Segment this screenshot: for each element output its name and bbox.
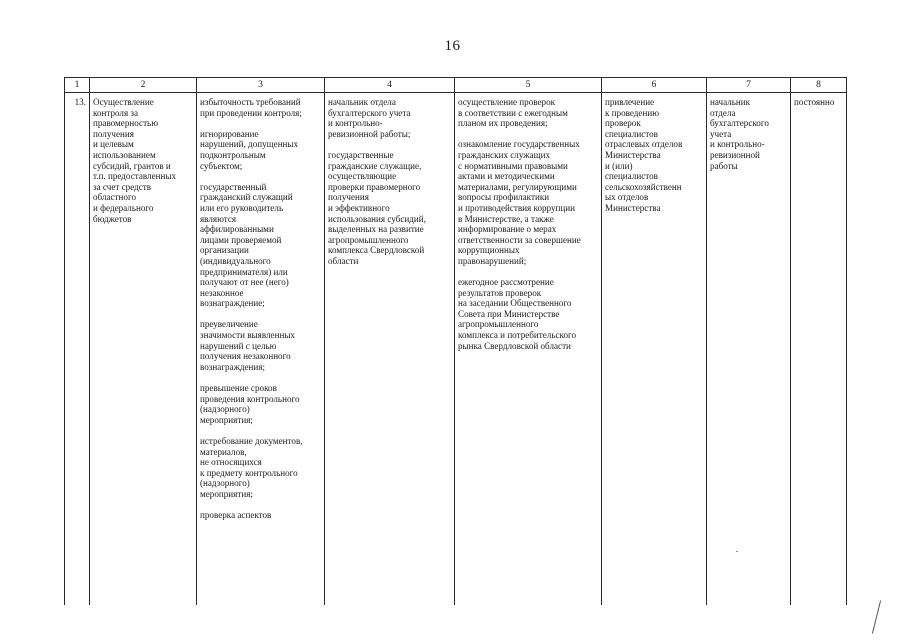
cell-text-line: планом их проведения; (458, 118, 548, 129)
cell-text-line: начальник (710, 97, 751, 107)
cell-text-line: работы (710, 160, 738, 171)
cell-text-line: бюджетов (93, 213, 132, 224)
column-header-4: 4 (325, 78, 455, 93)
cell-text-line: правомерностью (93, 118, 158, 129)
cell-text-line: государственные (328, 149, 394, 160)
cell-text-line: проверки правомерного (328, 181, 421, 192)
cell-text-line: и контрольно- (328, 118, 383, 129)
cell-text-line: областного (93, 192, 136, 203)
cell-text-line: Министерства (605, 149, 661, 160)
cell-text-line: гражданских служащих (458, 149, 551, 160)
cell-text-line: информирование о мерах (458, 224, 557, 235)
column-header-8: 8 (791, 78, 847, 93)
cell-text-line: постоянно (794, 97, 835, 107)
cell-text-line: предпринимателя) или (200, 266, 288, 277)
cell-text-line: субсидий, грантов и (93, 160, 171, 171)
line-gap (200, 372, 321, 383)
cell-text-line: ежегодное рассмотрение (458, 277, 554, 288)
cell-text-line: и эффективного (328, 202, 390, 213)
cell-text-line: на заседании Общественного (458, 298, 572, 309)
cell-text-line: являются (200, 213, 237, 224)
cell-text-line: агропромышленного (458, 319, 539, 330)
line-gap (200, 425, 321, 436)
page-number: 16 (444, 38, 461, 54)
cell-text-line: лицами проверяемой (200, 234, 282, 245)
cell-text-line: и федерального (93, 202, 154, 213)
cell-text-line: специалистов (605, 128, 658, 139)
cell-text-line: к предмету контрольного (200, 467, 298, 478)
cell-text-line: организации (200, 245, 249, 256)
cell-text-line: начальник отдела (328, 97, 396, 107)
deadline-cell (791, 93, 847, 606)
cell-text-line: использованием (93, 149, 156, 160)
cell-text-line: агропромышленного (328, 234, 409, 245)
cell-text-line: за счет средств (93, 181, 152, 192)
cell-text-line: ревизионной (710, 149, 760, 160)
column-header-3: 3 (197, 78, 325, 93)
cell-text-line: избыточность требований (200, 97, 301, 107)
cell-text-line: мероприятия; (200, 414, 253, 425)
column-header-row (65, 78, 847, 93)
line-gap (200, 309, 321, 320)
cell-text-line: нарушений с целью (200, 340, 277, 351)
cell-text-line: незаконное (200, 287, 244, 298)
cell-text-line: к проведению (605, 107, 659, 118)
scan-speck (736, 551, 738, 552)
responsible-cell (707, 93, 791, 606)
cell-text-line: получают от нее (него) (200, 277, 289, 288)
cell-text-line: (надзорного) (200, 478, 250, 489)
cell-text-line: мероприятия; (200, 488, 253, 499)
cell-text-line: актами и методическими (458, 171, 555, 182)
cell-text-line: использования субсидий, (328, 213, 426, 224)
cell-text-line: при проведении контроля; (200, 107, 302, 118)
cell-text-line: вопросы профилактики (458, 192, 550, 203)
cell-text-line: Министерства (605, 202, 661, 213)
scan-artifact-mark (872, 600, 881, 633)
cell-text-line: бухгалтерского (710, 118, 769, 129)
cell-text-line: (индивидуального (200, 255, 271, 266)
cell-text-line: комплекса и потребительского (458, 330, 577, 341)
cell-text-line: выделенных на развитие (328, 224, 424, 235)
cell-text-line: преувеличение (200, 319, 258, 330)
cell-text-line: ревизионной работы; (328, 128, 411, 139)
cell-text-line: Осуществление (93, 97, 154, 107)
cell-text-line: и целевым (93, 139, 134, 150)
cell-text-line: привлечение (605, 97, 655, 107)
cell-text-line: получения (328, 192, 369, 203)
cell-text-line: сельскохозяйственн (605, 181, 682, 192)
cell-text-line: проведения контрольного (200, 393, 300, 404)
activity-cell (90, 93, 197, 606)
cell-text-line: т.п. предоставленных (93, 171, 177, 182)
cell-text-line: области (328, 255, 359, 266)
cell-text-line: получения незаконного (200, 351, 291, 362)
cell-text-line: учета (710, 128, 732, 139)
cell-text-line: ознакомление государственных (458, 139, 580, 150)
column-header-2: 2 (90, 78, 197, 93)
cell-text-line: правонарушений; (458, 255, 527, 266)
cell-text-line: контроля за (93, 107, 139, 118)
cell-text-line: специалистов (605, 171, 658, 182)
cell-text-line: комплекса Свердловской (328, 245, 425, 256)
cell-text-line: материалов, (200, 446, 247, 457)
cell-text-line: государственный (200, 181, 267, 192)
cell-text-line: или его руководитель (200, 202, 284, 213)
cell-text-line: материалами, регулирующими (458, 181, 577, 192)
measures-cell (455, 93, 602, 606)
risks-cell (197, 93, 325, 606)
cell-text-line: нарушений, допущенных (200, 139, 299, 150)
cell-text-line: (надзорного) (200, 404, 250, 415)
cell-text-line: осуществляющие (328, 171, 397, 182)
cell-text-line: получения (93, 128, 134, 139)
cell-text-line: в Министерстве, а также (458, 213, 554, 224)
line-gap (328, 139, 451, 150)
row-number-cell (65, 93, 90, 606)
cell-text-line: отраслевых отделов (605, 139, 683, 150)
positions-cell (325, 93, 455, 606)
cell-text-line: в соответствии с ежегодным (458, 107, 568, 118)
cell-text-line: превышение сроков (200, 383, 277, 394)
additional-measures-cell (602, 93, 707, 606)
cell-text-line: вознаграждения; (200, 361, 265, 372)
cell-text-line: и противодействия коррупции (458, 202, 575, 213)
cell-text-line: коррупционных (458, 245, 520, 256)
cell-text-line: субъектом; (200, 160, 243, 171)
cell-text-line: отдела (710, 107, 736, 118)
cell-text-line: истребование документов, (200, 436, 303, 446)
cell-text-line: и (или) (605, 160, 633, 171)
line-gap (200, 171, 321, 182)
cell-text-line: Совета при Министерстве (458, 308, 560, 319)
cell-text-line: осуществление проверок (458, 97, 556, 107)
line-gap (200, 500, 321, 511)
column-header-7: 7 (707, 78, 791, 93)
line-gap (200, 118, 321, 129)
cell-text-line: не относящихся (200, 457, 262, 468)
column-header-1: 1 (65, 78, 90, 93)
cell-text-line: 13. (74, 97, 86, 107)
cell-text-line: рынка Свердловской области (458, 340, 571, 351)
cell-text-line: аффилированными (200, 224, 274, 235)
column-header-5: 5 (455, 78, 602, 93)
cell-text-line: проверок (605, 118, 641, 129)
line-gap (458, 267, 598, 278)
cell-text-line: подконтрольным (200, 149, 266, 160)
measures-table (64, 77, 847, 605)
column-header-6: 6 (602, 78, 707, 93)
cell-text-line: вознаграждение; (200, 298, 265, 309)
cell-text-line: результатов проверок (458, 287, 542, 298)
cell-text-line: ых отделов (605, 192, 649, 203)
cell-text-line: с нормативными правовыми (458, 160, 568, 171)
cell-text-line: проверка аспектов (200, 510, 272, 521)
cell-text-line: и контрольно- (710, 139, 765, 150)
cell-text-line: ответственности за совершение (458, 234, 581, 245)
cell-text-line: значимости выявленных (200, 330, 295, 341)
cell-text-line: гражданские служащие, (328, 160, 422, 171)
cell-text-line: игнорирование (200, 128, 259, 139)
line-gap (458, 129, 598, 140)
cell-text-line: бухгалтерского учета (328, 107, 411, 118)
cell-text-line: гражданский служащий (200, 192, 293, 203)
table-row (65, 93, 847, 606)
